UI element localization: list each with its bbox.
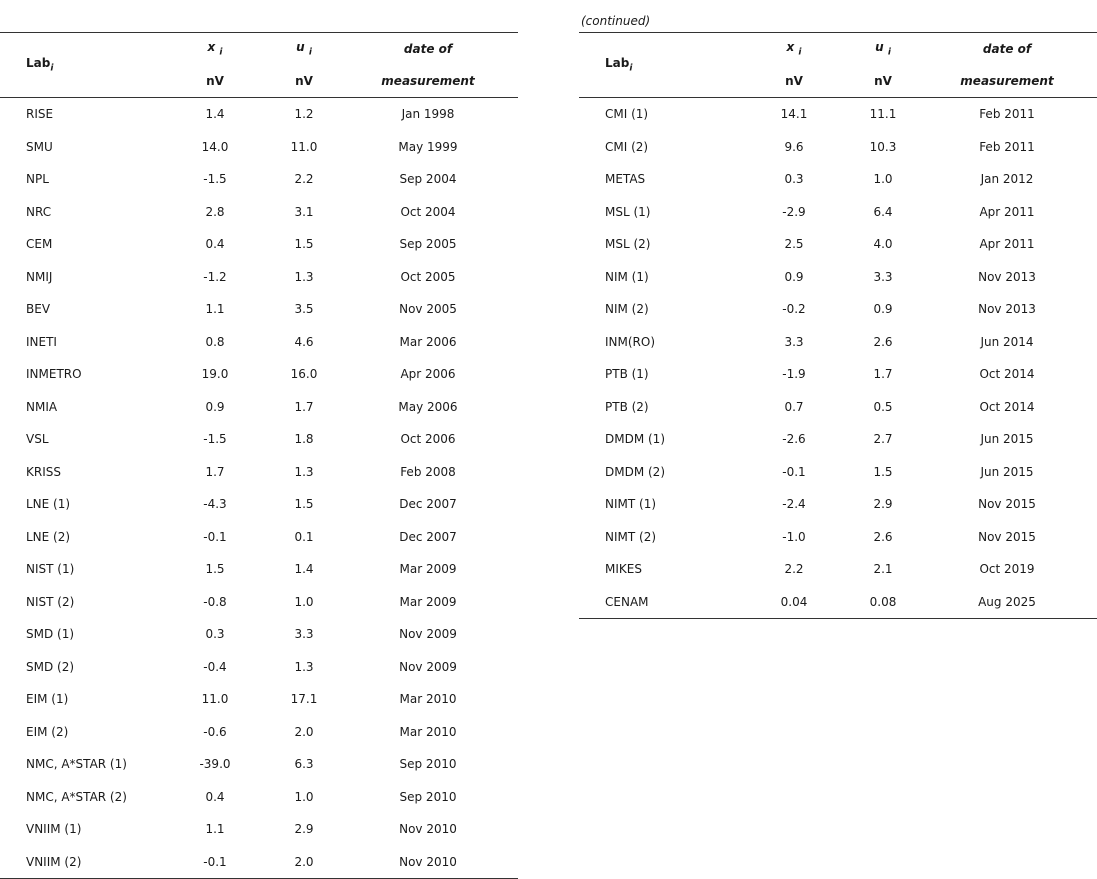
cell-u: 1.0	[873, 172, 893, 187]
cell-date: May 1999	[398, 139, 458, 154]
cell-x: -0.2	[782, 302, 806, 317]
table-row	[579, 553, 1097, 586]
results-table-continued	[579, 32, 1097, 619]
table-row	[0, 293, 518, 326]
cell-date: Oct 2014	[979, 399, 1035, 414]
cell-date: Apr 2011	[979, 237, 1035, 252]
cell-lab: RISE	[26, 107, 54, 122]
cell-date: Oct 2014	[979, 367, 1035, 382]
cell-u: 2.2	[294, 172, 314, 187]
cell-lab: NIMT (1)	[605, 497, 657, 512]
header-date-line2: measurement	[960, 74, 1054, 88]
cell-x: 1.1	[205, 302, 225, 317]
table-row	[0, 196, 518, 229]
cell-date: Nov 2010	[399, 822, 457, 837]
cell-lab: EIM (1)	[26, 692, 69, 707]
table-row	[0, 781, 518, 814]
cell-lab: NIST (2)	[26, 594, 75, 609]
table-row	[0, 98, 518, 131]
cell-u: 2.7	[873, 432, 893, 447]
cell-x: -0.1	[782, 464, 806, 479]
table-row	[579, 456, 1097, 489]
table-row	[579, 131, 1097, 164]
cell-u: 11.1	[869, 107, 897, 122]
cell-lab: CENAM	[579, 586, 739, 619]
cell-lab: INM(RO)	[605, 334, 656, 349]
cell-x: -2.6	[782, 432, 806, 447]
cell-date: Jun 2015	[980, 464, 1034, 479]
cell-u: 1.4	[294, 562, 314, 577]
header-lab	[0, 33, 160, 98]
cell-x: 2.8	[205, 204, 225, 219]
header-u-unit: nV	[295, 74, 313, 88]
results-table	[0, 32, 518, 879]
continued-label: (continued)	[581, 14, 651, 28]
cell-x: 9.6	[784, 139, 804, 154]
cell-u: 2.9	[294, 822, 314, 837]
cell-lab: MIKES	[605, 562, 642, 577]
cell-u: 2.9	[873, 497, 893, 512]
header-lab	[579, 33, 739, 98]
cell-lab: CMI (1)	[605, 107, 649, 122]
cell-date: Jun 2014	[980, 334, 1034, 349]
table-row	[0, 423, 518, 456]
cell-u: 3.3	[294, 627, 314, 642]
cell-x: -0.6	[203, 724, 227, 739]
cell-u: 3.3	[873, 269, 893, 284]
cell-date: Dec 2007	[399, 529, 457, 544]
cell-u: 1.3	[294, 269, 314, 284]
cell-lab: LNE (1)	[26, 497, 71, 512]
table-row	[0, 326, 518, 359]
cell-lab: KRISS	[26, 464, 61, 479]
cell-lab: NIM (1)	[605, 269, 649, 284]
cell-date: Mar 2006	[399, 334, 457, 349]
cell-lab: PTB (1)	[605, 367, 649, 382]
table-row	[0, 748, 518, 781]
header-x-unit: nV	[785, 74, 803, 88]
cell-lab: SMD (1)	[26, 627, 75, 642]
cell-x: 14.0	[201, 139, 229, 154]
cell-lab: NRC	[26, 204, 52, 219]
cell-lab: SMD (2)	[26, 659, 75, 674]
cell-x: -4.3	[203, 497, 227, 512]
header-date-line2: measurement	[381, 74, 475, 88]
table-row	[0, 651, 518, 684]
cell-x: -1.9	[782, 367, 806, 382]
cell-x: 2.2	[784, 562, 804, 577]
cell-x: 2.5	[784, 237, 804, 252]
cell-x: 0.04	[739, 586, 849, 619]
table-header	[0, 33, 518, 98]
table-row	[579, 98, 1097, 131]
cell-x: 0.9	[205, 399, 225, 414]
cell-x: -1.0	[782, 529, 806, 544]
cell-date: Nov 2009	[399, 659, 457, 674]
table-row	[579, 423, 1097, 456]
cell-u: 3.5	[294, 302, 314, 317]
cell-u: 0.5	[873, 399, 893, 414]
cell-lab: NIST (1)	[26, 562, 75, 577]
cell-x: 11.0	[201, 692, 229, 707]
cell-u: 1.5	[294, 497, 314, 512]
table-body	[579, 98, 1097, 619]
cell-u: 1.5	[294, 237, 314, 252]
cell-u: 2.0	[294, 724, 314, 739]
cell-x: 0.4	[205, 789, 225, 804]
cell-lab: LNE (2)	[26, 529, 71, 544]
header-u	[270, 33, 338, 66]
header-u	[849, 33, 917, 66]
cell-u: 1.2	[294, 107, 314, 122]
cell-lab: NMC, A*STAR (2)	[26, 789, 127, 804]
cell-x: -0.1	[160, 846, 270, 879]
cell-u: 1.7	[294, 399, 314, 414]
table-row	[0, 261, 518, 294]
cell-lab: VSL	[26, 432, 49, 447]
cell-date: Nov 2013	[978, 269, 1036, 284]
cell-date: Jan 2012	[980, 172, 1034, 187]
table-row	[0, 846, 518, 879]
cell-date: Oct 2006	[400, 432, 456, 447]
cell-u: 16.0	[290, 367, 318, 382]
table-row	[0, 163, 518, 196]
cell-u: 6.3	[294, 757, 314, 772]
results-table-right	[579, 32, 1097, 619]
cell-u: 4.6	[294, 334, 314, 349]
cell-u: 1.5	[873, 464, 893, 479]
cell-u: 1.7	[873, 367, 893, 382]
cell-x: 3.3	[784, 334, 804, 349]
header-u-sub: i	[308, 47, 312, 58]
table-row	[579, 358, 1097, 391]
cell-date: Nov 2009	[399, 627, 457, 642]
table-row	[0, 131, 518, 164]
cell-x: -2.9	[782, 204, 806, 219]
cell-lab: DMDM (1)	[605, 432, 665, 447]
cell-x: 0.8	[205, 334, 225, 349]
cell-u: 1.3	[294, 659, 314, 674]
table-row	[579, 586, 1097, 619]
cell-x: 1.5	[205, 562, 225, 577]
cell-date: Mar 2009	[399, 562, 457, 577]
table-row	[579, 521, 1097, 554]
table-row	[0, 586, 518, 619]
cell-x: -1.5	[203, 432, 227, 447]
cell-date: Oct 2005	[400, 269, 456, 284]
header-date-line1: date of	[982, 42, 1032, 56]
header-u-text: u	[296, 40, 305, 55]
header-x-sub: i	[798, 47, 802, 58]
cell-x: -0.8	[203, 594, 227, 609]
cell-u: 4.0	[873, 237, 893, 252]
table-row	[0, 553, 518, 586]
table-row	[0, 488, 518, 521]
cell-date: May 2006	[398, 399, 458, 414]
cell-x: 1.1	[205, 822, 225, 837]
table-row	[0, 456, 518, 489]
cell-date: Sep 2004	[399, 172, 457, 187]
cell-lab: MSL (1)	[605, 204, 651, 219]
header-u-text: u	[875, 40, 884, 55]
cell-x: -0.4	[203, 659, 227, 674]
cell-date: Feb 2011	[979, 107, 1035, 122]
header-x	[739, 33, 849, 66]
cell-u: 2.1	[873, 562, 893, 577]
table-row	[579, 228, 1097, 261]
table-row	[0, 618, 518, 651]
cell-date: Sep 2010	[399, 757, 457, 772]
cell-lab: DMDM (2)	[605, 464, 665, 479]
table-row	[0, 813, 518, 846]
table-row	[579, 326, 1097, 359]
cell-u: 1.0	[294, 789, 314, 804]
cell-date: Nov 2015	[978, 497, 1036, 512]
cell-date: Jan 1998	[401, 107, 455, 122]
cell-date: Aug 2025	[917, 586, 1097, 619]
table-row	[579, 196, 1097, 229]
cell-u: 2.6	[873, 334, 893, 349]
cell-date: Sep 2005	[399, 237, 457, 252]
header-u-sub: i	[887, 47, 891, 58]
cell-date: Sep 2010	[399, 789, 457, 804]
cell-x: -0.1	[203, 529, 227, 544]
cell-date: Mar 2010	[399, 692, 457, 707]
cell-lab: NMIJ	[26, 269, 53, 284]
cell-x: 19.0	[201, 367, 229, 382]
cell-date: Apr 2006	[400, 367, 456, 382]
cell-x: 1.4	[205, 107, 225, 122]
cell-date: Dec 2007	[399, 497, 457, 512]
cell-u: 2.6	[873, 529, 893, 544]
header-date-line1: date of	[403, 42, 453, 56]
cell-x: 0.3	[784, 172, 804, 187]
cell-date: Mar 2010	[399, 724, 457, 739]
cell-u: 10.3	[869, 139, 897, 154]
header-lab-text: Lab	[605, 56, 630, 71]
cell-date: Nov 2005	[399, 302, 457, 317]
header-x-text: x	[207, 40, 216, 55]
cell-x: 0.9	[784, 269, 804, 284]
cell-date: Oct 2019	[979, 562, 1035, 577]
cell-u: 0.08	[849, 586, 917, 619]
cell-x: 0.7	[784, 399, 804, 414]
cell-lab: NMC, A*STAR (1)	[26, 757, 127, 772]
cell-lab: EIM (2)	[26, 724, 69, 739]
cell-lab: INETI	[26, 334, 57, 349]
header-lab-sub: i	[629, 63, 633, 74]
table-row	[0, 521, 518, 554]
cell-lab: NIMT (2)	[605, 529, 657, 544]
header-x	[160, 33, 270, 66]
table-header	[579, 33, 1097, 98]
table-row	[579, 391, 1097, 424]
header-x-unit: nV	[206, 74, 224, 88]
cell-lab: METAS	[605, 172, 646, 187]
cell-lab: MSL (2)	[605, 237, 651, 252]
cell-date: Jun 2015	[980, 432, 1034, 447]
header-lab-text: Lab	[26, 56, 51, 71]
table-row	[0, 391, 518, 424]
cell-date: Nov 2015	[978, 529, 1036, 544]
cell-u: 0.1	[294, 529, 314, 544]
cell-x: 0.4	[205, 237, 225, 252]
cell-x: 1.7	[205, 464, 225, 479]
cell-u: 17.1	[290, 692, 318, 707]
cell-date: Oct 2004	[400, 204, 456, 219]
header-lab-sub: i	[50, 63, 54, 74]
table-row	[0, 358, 518, 391]
cell-date: Nov 2010	[338, 846, 518, 879]
cell-lab: NIM (2)	[605, 302, 649, 317]
table-row	[579, 261, 1097, 294]
cell-lab: NPL	[26, 172, 49, 187]
cell-lab: INMETRO	[26, 367, 82, 382]
table-row	[0, 683, 518, 716]
cell-u: 3.1	[294, 204, 314, 219]
cell-u: 2.0	[270, 846, 338, 879]
cell-u: 6.4	[873, 204, 893, 219]
cell-date: Apr 2011	[979, 204, 1035, 219]
cell-date: Nov 2013	[978, 302, 1036, 317]
cell-date: Feb 2008	[400, 464, 456, 479]
cell-u: 1.3	[294, 464, 314, 479]
cell-lab: NMIA	[26, 399, 58, 414]
cell-lab: BEV	[26, 302, 51, 317]
cell-x: -2.4	[782, 497, 806, 512]
table-row	[579, 163, 1097, 196]
cell-u: 11.0	[290, 139, 318, 154]
cell-x: 14.1	[780, 107, 808, 122]
cell-lab: SMU	[26, 139, 53, 154]
table-row	[0, 716, 518, 749]
table-row	[0, 228, 518, 261]
cell-lab: VNIIM (2)	[0, 846, 160, 879]
table-row	[579, 293, 1097, 326]
cell-x: 0.3	[205, 627, 225, 642]
cell-u: 0.9	[873, 302, 893, 317]
cell-lab: CEM	[26, 237, 53, 252]
cell-date: Mar 2009	[399, 594, 457, 609]
table-row	[579, 488, 1097, 521]
cell-lab: PTB (2)	[605, 399, 649, 414]
cell-lab: CMI (2)	[605, 139, 649, 154]
cell-u: 1.0	[294, 594, 314, 609]
cell-x: -39.0	[199, 757, 231, 772]
header-x-text: x	[786, 40, 795, 55]
cell-u: 1.8	[294, 432, 314, 447]
table-body	[0, 98, 518, 879]
cell-date: Feb 2011	[979, 139, 1035, 154]
header-u-unit: nV	[874, 74, 892, 88]
header-x-sub: i	[219, 47, 223, 58]
cell-x: -1.5	[203, 172, 227, 187]
cell-lab: VNIIM (1)	[26, 822, 82, 837]
cell-x: -1.2	[203, 269, 227, 284]
results-table-left	[0, 32, 518, 879]
